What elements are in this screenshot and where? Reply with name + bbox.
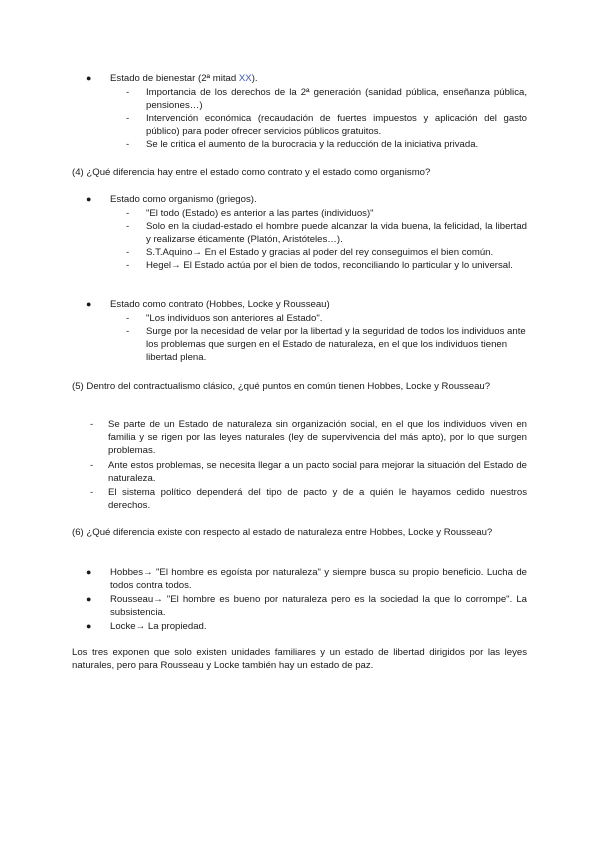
bullet-marker: ● <box>86 567 92 577</box>
dash-marker: - <box>126 260 130 271</box>
conclusion-paragraph: Los tres exponen que solo existen unidades familiares y un estado de libertad dirigidos por las leyes naturales, pero para Rousseau y Locke también hay un estado de paz. <box>72 647 527 671</box>
bullet-marker: ● <box>86 194 92 204</box>
question-6: (6) ¿Qué diferencia existe con respecto al estado de naturaleza entre Hobbes, Locke y Rousseau? <box>72 527 493 538</box>
list-item: Importancia de los derechos de la 2ª generación (sanidad pública, enseñanza pública, pensiones…) <box>146 87 527 111</box>
list-item: Hobbes→ "El hombre es egoísta por naturaleza" y siempre busca su propio beneficio. Lucha de todos contra todos. <box>110 567 527 591</box>
list-item: Se parte de un Estado de naturaleza sin organización social, en el que los individuos viven en familia y se rigen por las leyes naturales (ley de supervivencia del más apto), por lo que surgen problemas. <box>108 419 527 456</box>
dash-marker: - <box>126 87 130 98</box>
list-item: Se le critica el aumento de la burocracia y la reducción de la iniciativa privada. <box>146 139 479 150</box>
dash-marker: - <box>126 113 130 124</box>
list-item: "El todo (Estado) es anterior a las partes (individuos)" <box>146 208 374 219</box>
dash-marker: - <box>126 221 130 232</box>
list-item: El sistema político dependerá del tipo de pacto y de a quién le hayamos cedido nuestros derechos. <box>108 487 527 511</box>
bullet-marker: ● <box>86 73 92 83</box>
list-item: Solo en la ciudad-estado el hombre puede alcanzar la vida buena, la felicidad, la libertad y realizarse éticamente (Platón, Aristóteles…). <box>146 221 527 245</box>
list-item: Hegel→ El Estado actúa por el bien de todos, reconciliando lo particular y lo universal. <box>146 260 513 271</box>
question-5: (5) Dentro del contractualismo clásico, ¿qué puntos en común tienen Hobbes, Locke y Rousseau? <box>72 381 491 392</box>
dash-marker: - <box>126 247 130 258</box>
list-item: Rousseau→ "El hombre es bueno por naturaleza pero es la sociedad la que lo corrompe". La subsistencia. <box>110 594 527 618</box>
bullet-marker: ● <box>86 594 92 604</box>
list-item: "Los individuos son anteriores al Estado". <box>146 313 323 324</box>
bullet-estado-bienestar: Estado de bienestar (2ª mitad XX). <box>110 73 258 84</box>
dash-marker: - <box>90 487 94 498</box>
question-4: (4) ¿Qué diferencia hay entre el estado como contrato y el estado como organismo? <box>72 167 431 178</box>
century-highlight: XX <box>238 73 252 84</box>
list-item: Ante estos problemas, se necesita llegar a un pacto social para mejorar la situación del Estado de naturaleza. <box>108 460 527 484</box>
dash-marker: - <box>90 419 94 430</box>
bullet-estado-organismo: Estado como organismo (griegos). <box>110 194 257 205</box>
dash-marker: - <box>90 460 94 471</box>
bullet-marker: ● <box>86 299 92 309</box>
bullet-marker: ● <box>86 621 92 631</box>
list-item: S.T.Aquino→ En el Estado y gracias al poder del rey conseguimos el bien común. <box>146 247 494 258</box>
dash-marker: - <box>126 313 130 324</box>
list-item: Locke→ La propiedad. <box>110 621 207 632</box>
list-item: Intervención económica (recaudación de fuertes impuestos y aplicación del gasto público) para poder ofrecer servicios públicos gratuitos. <box>146 113 527 137</box>
dash-marker: - <box>126 208 130 219</box>
dash-marker: - <box>126 326 130 337</box>
dash-marker: - <box>126 139 130 150</box>
list-item: Surge por la necesidad de velar por la libertad y la seguridad de todos los individuos ante los problemas que surgen en el Estado de naturaleza, en el que los individuos tienen libertad plena. <box>146 326 526 363</box>
bullet-estado-contrato: Estado como contrato (Hobbes, Locke y Rousseau) <box>110 299 330 310</box>
